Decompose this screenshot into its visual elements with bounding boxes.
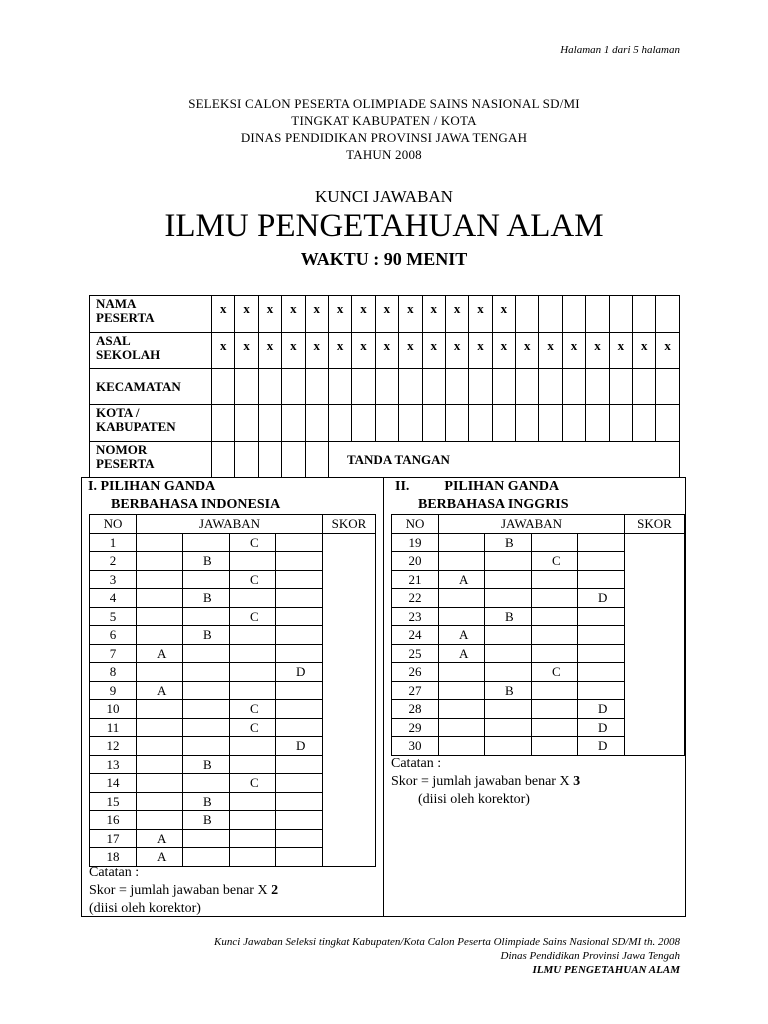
- blank-cell: [609, 405, 632, 442]
- answer-key: C: [532, 552, 578, 571]
- answer-blank: [230, 681, 276, 700]
- answer-table-section1: [89, 514, 376, 867]
- mark-cell: x: [422, 333, 445, 369]
- header-answer: JAWABAN: [137, 515, 323, 534]
- blank-cell: [305, 405, 328, 442]
- question-number: 7: [90, 644, 137, 663]
- answer-blank: [439, 663, 485, 682]
- mark-cell: x: [609, 333, 632, 369]
- mark-cell: x: [305, 296, 328, 333]
- question-number: 1: [90, 533, 137, 552]
- header-answer: JAWABAN: [439, 515, 625, 534]
- answer-blank: [485, 663, 532, 682]
- answer-blank: [183, 718, 230, 737]
- time-limit: WAKTU : 90 MENIT: [300, 249, 468, 269]
- question-number: 3: [90, 570, 137, 589]
- answer-blank: [137, 570, 183, 589]
- answer-blank: [439, 700, 485, 719]
- question-number: 11: [90, 718, 137, 737]
- question-number: 13: [90, 755, 137, 774]
- answer-blank: [439, 589, 485, 608]
- question-number: 18: [90, 848, 137, 867]
- section2-note: Catatan : Skor = jumlah jawaban benar X 3 (diisi oleh korektor): [391, 756, 581, 807]
- answer-key: A: [439, 570, 485, 589]
- answer-blank: [276, 700, 323, 719]
- answer-blank: [276, 607, 323, 626]
- blank-cell: [633, 369, 656, 405]
- question-number: 30: [392, 737, 439, 756]
- answer-key: B: [183, 811, 230, 830]
- answer-blank: [485, 626, 532, 645]
- blank-cell: [633, 296, 656, 333]
- mark-cell: x: [469, 333, 492, 369]
- answer-blank: [230, 737, 276, 756]
- blank-cell: [539, 405, 562, 442]
- answer-key: C: [230, 774, 276, 793]
- answer-blank: [276, 848, 323, 867]
- blank-cell: [399, 369, 422, 405]
- mark-cell: x: [375, 333, 398, 369]
- blank-cell: [492, 369, 515, 405]
- header-score: SKOR: [625, 515, 685, 534]
- question-number: 23: [392, 607, 439, 626]
- answer-key: D: [578, 718, 625, 737]
- mark-cell: x: [212, 333, 235, 369]
- answer-blank: [230, 792, 276, 811]
- answer-key: A: [137, 644, 183, 663]
- answer-key: D: [578, 700, 625, 719]
- answer-blank: [183, 607, 230, 626]
- blank-cell: [562, 296, 585, 333]
- mark-cell: x: [539, 333, 562, 369]
- answer-blank: [276, 552, 323, 571]
- blank-cell: [516, 369, 539, 405]
- blank-cell: [422, 405, 445, 442]
- footer-line-2: Dinas Pendidikan Provinsi Jawa Tengah: [500, 950, 680, 962]
- answer-key: A: [137, 681, 183, 700]
- section1-note: Catatan : Skor = jumlah jawaban benar X 2 (diisi oleh korektor): [89, 865, 279, 916]
- answer-blank: [230, 811, 276, 830]
- header-score: SKOR: [323, 515, 376, 534]
- answer-blank: [532, 626, 578, 645]
- footer-line-1: Kunci Jawaban Seleksi tingkat Kabupaten/Kota Calon Peserta Olimpiade Sains Nasional SD/MI th. 2008: [214, 936, 680, 948]
- question-number: 22: [392, 589, 439, 608]
- label-kecamatan: KECAMATAN: [90, 369, 212, 405]
- answer-key: C: [230, 533, 276, 552]
- blank-cell: [212, 369, 235, 405]
- answer-blank: [578, 681, 625, 700]
- blank-cell: [352, 405, 375, 442]
- answer-blank: [183, 644, 230, 663]
- answer-blank: [439, 533, 485, 552]
- answer-blank: [532, 570, 578, 589]
- blank-cell: [656, 296, 679, 333]
- blank-cell: [235, 405, 258, 442]
- blank-cell: [516, 296, 539, 333]
- question-number: 16: [90, 811, 137, 830]
- answer-blank: [137, 792, 183, 811]
- blank-cell: [258, 442, 281, 478]
- blank-cell: [469, 369, 492, 405]
- mark-cell: x: [516, 333, 539, 369]
- label-nama: NAMA PESERTA: [90, 296, 212, 333]
- question-number: 14: [90, 774, 137, 793]
- answer-key: B: [485, 533, 532, 552]
- mark-cell: x: [352, 296, 375, 333]
- blank-cell: [516, 405, 539, 442]
- blank-cell: [656, 369, 679, 405]
- identity-table: [89, 295, 680, 478]
- question-number: 10: [90, 700, 137, 719]
- answer-blank: [137, 663, 183, 682]
- question-number: 20: [392, 552, 439, 571]
- table-header: [90, 515, 376, 534]
- answer-blank: [485, 552, 532, 571]
- answer-blank: [532, 607, 578, 626]
- blank-cell: [422, 369, 445, 405]
- answer-key: D: [276, 737, 323, 756]
- question-number: 8: [90, 663, 137, 682]
- blank-cell: [586, 369, 609, 405]
- answer-blank: [276, 829, 323, 848]
- answer-blank: [137, 626, 183, 645]
- mark-cell: x: [492, 333, 515, 369]
- question-number: 17: [90, 829, 137, 848]
- answer-blank: [276, 570, 323, 589]
- blank-cell: [469, 405, 492, 442]
- mark-cell: x: [399, 333, 422, 369]
- answer-blank: [485, 718, 532, 737]
- blank-cell: [375, 405, 398, 442]
- blank-cell: [445, 405, 468, 442]
- mark-cell: x: [422, 296, 445, 333]
- answer-key: A: [137, 848, 183, 867]
- row-nama: [90, 296, 680, 333]
- answer-key: B: [183, 626, 230, 645]
- answer-key: A: [137, 829, 183, 848]
- header-no: NO: [90, 515, 137, 534]
- answer-blank: [439, 552, 485, 571]
- answer-blank: [230, 829, 276, 848]
- answer-blank: [276, 533, 323, 552]
- question-number: 6: [90, 626, 137, 645]
- answer-blank: [137, 811, 183, 830]
- answer-blank: [137, 774, 183, 793]
- section2-heading: II. PILIHAN GANDA BERBAHASA INGGRIS: [395, 479, 569, 512]
- question-number: 4: [90, 589, 137, 608]
- answer-blank: [439, 607, 485, 626]
- answer-blank: [230, 589, 276, 608]
- mark-cell: x: [328, 296, 351, 333]
- mark-cell: x: [235, 296, 258, 333]
- answer-blank: [137, 755, 183, 774]
- blank-cell: [258, 369, 281, 405]
- blank-cell: [539, 296, 562, 333]
- blank-cell: [328, 405, 351, 442]
- question-number: 29: [392, 718, 439, 737]
- answer-blank: [532, 644, 578, 663]
- header-line-1: SELEKSI CALON PESERTA OLIMPIADE SAINS NASIONAL SD/MI: [188, 96, 580, 111]
- answer-blank: [183, 774, 230, 793]
- answer-key: D: [276, 663, 323, 682]
- answer-blank: [137, 700, 183, 719]
- question-number: 15: [90, 792, 137, 811]
- blank-cell: [375, 369, 398, 405]
- page-indicator: Halaman 1 dari 5 halaman: [560, 44, 680, 56]
- header-line-4: TAHUN 2008: [346, 147, 422, 162]
- question-number: 19: [392, 533, 439, 552]
- blank-cell: [562, 369, 585, 405]
- question-number: 5: [90, 607, 137, 626]
- blank-cell: [609, 296, 632, 333]
- answer-blank: [485, 700, 532, 719]
- mark-cell: x: [633, 333, 656, 369]
- answer-blank: [137, 737, 183, 756]
- answer-blank: [137, 533, 183, 552]
- answer-blank: [137, 607, 183, 626]
- answer-blank: [183, 737, 230, 756]
- answer-blank: [532, 681, 578, 700]
- document-subtitle: KUNCI JAWABAN: [315, 187, 453, 206]
- answer-key: B: [183, 792, 230, 811]
- score-cell: [625, 533, 685, 755]
- answer-key: B: [183, 755, 230, 774]
- answer-key: B: [183, 552, 230, 571]
- row-kota: [90, 405, 680, 442]
- answer-key: A: [439, 644, 485, 663]
- answer-blank: [276, 681, 323, 700]
- footer-line-3: ILMU PENGETAHUAN ALAM: [532, 964, 680, 976]
- blank-cell: [305, 369, 328, 405]
- mark-cell: x: [445, 296, 468, 333]
- answer-blank: [276, 718, 323, 737]
- answer-key: D: [578, 589, 625, 608]
- answer-key: C: [230, 718, 276, 737]
- blank-cell: [328, 369, 351, 405]
- answer-blank: [276, 774, 323, 793]
- answer-blank: [230, 663, 276, 682]
- table-row: [90, 533, 376, 552]
- mark-cell: x: [235, 333, 258, 369]
- answer-blank: [578, 644, 625, 663]
- blank-cell: [212, 405, 235, 442]
- row-kecamatan: [90, 369, 680, 405]
- blank-cell: [282, 369, 305, 405]
- question-number: 9: [90, 681, 137, 700]
- blank-cell: [445, 369, 468, 405]
- label-asal: ASAL SEKOLAH: [90, 333, 212, 369]
- question-number: 27: [392, 681, 439, 700]
- blank-cell: [633, 405, 656, 442]
- answer-key: B: [485, 681, 532, 700]
- answer-blank: [230, 626, 276, 645]
- answer-blank: [183, 829, 230, 848]
- table-header: [392, 515, 685, 534]
- answer-blank: [137, 552, 183, 571]
- answer-blank: [276, 755, 323, 774]
- header-no: NO: [392, 515, 439, 534]
- mark-cell: x: [445, 333, 468, 369]
- blank-cell: [235, 369, 258, 405]
- answer-table-section2: [391, 514, 685, 756]
- blank-cell: [399, 405, 422, 442]
- blank-cell: [352, 369, 375, 405]
- mark-cell: x: [492, 296, 515, 333]
- mark-cell: x: [656, 333, 679, 369]
- answer-blank: [183, 700, 230, 719]
- answer-blank: [578, 552, 625, 571]
- mark-cell: x: [328, 333, 351, 369]
- blank-cell: [212, 442, 235, 478]
- answer-key: C: [230, 700, 276, 719]
- answer-blank: [276, 644, 323, 663]
- question-number: 2: [90, 552, 137, 571]
- mark-cell: x: [258, 296, 281, 333]
- question-number: 24: [392, 626, 439, 645]
- answer-blank: [532, 718, 578, 737]
- blank-cell: [656, 405, 679, 442]
- answer-blank: [137, 589, 183, 608]
- answer-blank: [137, 718, 183, 737]
- answer-blank: [578, 570, 625, 589]
- answer-key: B: [183, 589, 230, 608]
- mark-cell: x: [399, 296, 422, 333]
- answer-blank: [485, 644, 532, 663]
- blank-cell: [586, 405, 609, 442]
- answer-key: D: [578, 737, 625, 756]
- answer-blank: [485, 570, 532, 589]
- blank-cell: [282, 442, 305, 478]
- answer-blank: [276, 792, 323, 811]
- header-line-3: DINAS PENDIDIKAN PROVINSI JAWA TENGAH: [240, 130, 528, 145]
- mark-cell: x: [282, 296, 305, 333]
- label-nomor: NOMOR PESERTA: [90, 442, 212, 478]
- question-number: 21: [392, 570, 439, 589]
- section1-heading: I. PILIHAN GANDA BERBAHASA INDONESIA: [88, 479, 281, 512]
- answer-blank: [578, 607, 625, 626]
- question-number: 25: [392, 644, 439, 663]
- mark-cell: x: [352, 333, 375, 369]
- answer-blank: [276, 626, 323, 645]
- answer-blank: [230, 755, 276, 774]
- mark-cell: x: [212, 296, 235, 333]
- blank-cell: [258, 405, 281, 442]
- answer-blank: [439, 737, 485, 756]
- label-kota: KOTA / KABUPATEN: [90, 405, 212, 442]
- document-title: ILMU PENGETAHUAN ALAM: [164, 208, 604, 244]
- question-number: 12: [90, 737, 137, 756]
- answer-blank: [532, 737, 578, 756]
- answer-blank: [276, 811, 323, 830]
- header-line-2: TINGKAT KABUPATEN / KOTA: [291, 113, 477, 128]
- answer-key: C: [532, 663, 578, 682]
- answer-blank: [230, 552, 276, 571]
- row-asal: [90, 333, 680, 369]
- answer-blank: [276, 589, 323, 608]
- question-number: 26: [392, 663, 439, 682]
- answer-blank: [485, 589, 532, 608]
- answer-blank: [183, 663, 230, 682]
- answer-key: A: [439, 626, 485, 645]
- signature-cell: TANDA TANGAN: [328, 442, 679, 478]
- blank-cell: [539, 369, 562, 405]
- section-divider: [383, 477, 384, 917]
- answer-blank: [578, 663, 625, 682]
- answer-blank: [532, 589, 578, 608]
- answer-blank: [183, 533, 230, 552]
- answer-blank: [532, 700, 578, 719]
- blank-cell: [562, 405, 585, 442]
- answer-blank: [578, 626, 625, 645]
- blank-cell: [235, 442, 258, 478]
- score-cell: [323, 533, 376, 866]
- table-row: [392, 533, 685, 552]
- answer-blank: [183, 570, 230, 589]
- answer-blank: [439, 681, 485, 700]
- answer-key: C: [230, 570, 276, 589]
- answer-blank: [532, 533, 578, 552]
- answer-key: B: [485, 607, 532, 626]
- mark-cell: x: [586, 333, 609, 369]
- mark-cell: x: [562, 333, 585, 369]
- blank-cell: [609, 369, 632, 405]
- answer-blank: [578, 533, 625, 552]
- mark-cell: x: [282, 333, 305, 369]
- row-nomor: [90, 442, 680, 478]
- mark-cell: x: [469, 296, 492, 333]
- mark-cell: x: [305, 333, 328, 369]
- mark-cell: x: [375, 296, 398, 333]
- blank-cell: [305, 442, 328, 478]
- answer-blank: [439, 718, 485, 737]
- mark-cell: x: [258, 333, 281, 369]
- blank-cell: [282, 405, 305, 442]
- answer-blank: [485, 737, 532, 756]
- question-number: 28: [392, 700, 439, 719]
- blank-cell: [586, 296, 609, 333]
- answer-key: C: [230, 607, 276, 626]
- answer-blank: [230, 644, 276, 663]
- answer-blank: [183, 681, 230, 700]
- blank-cell: [492, 405, 515, 442]
